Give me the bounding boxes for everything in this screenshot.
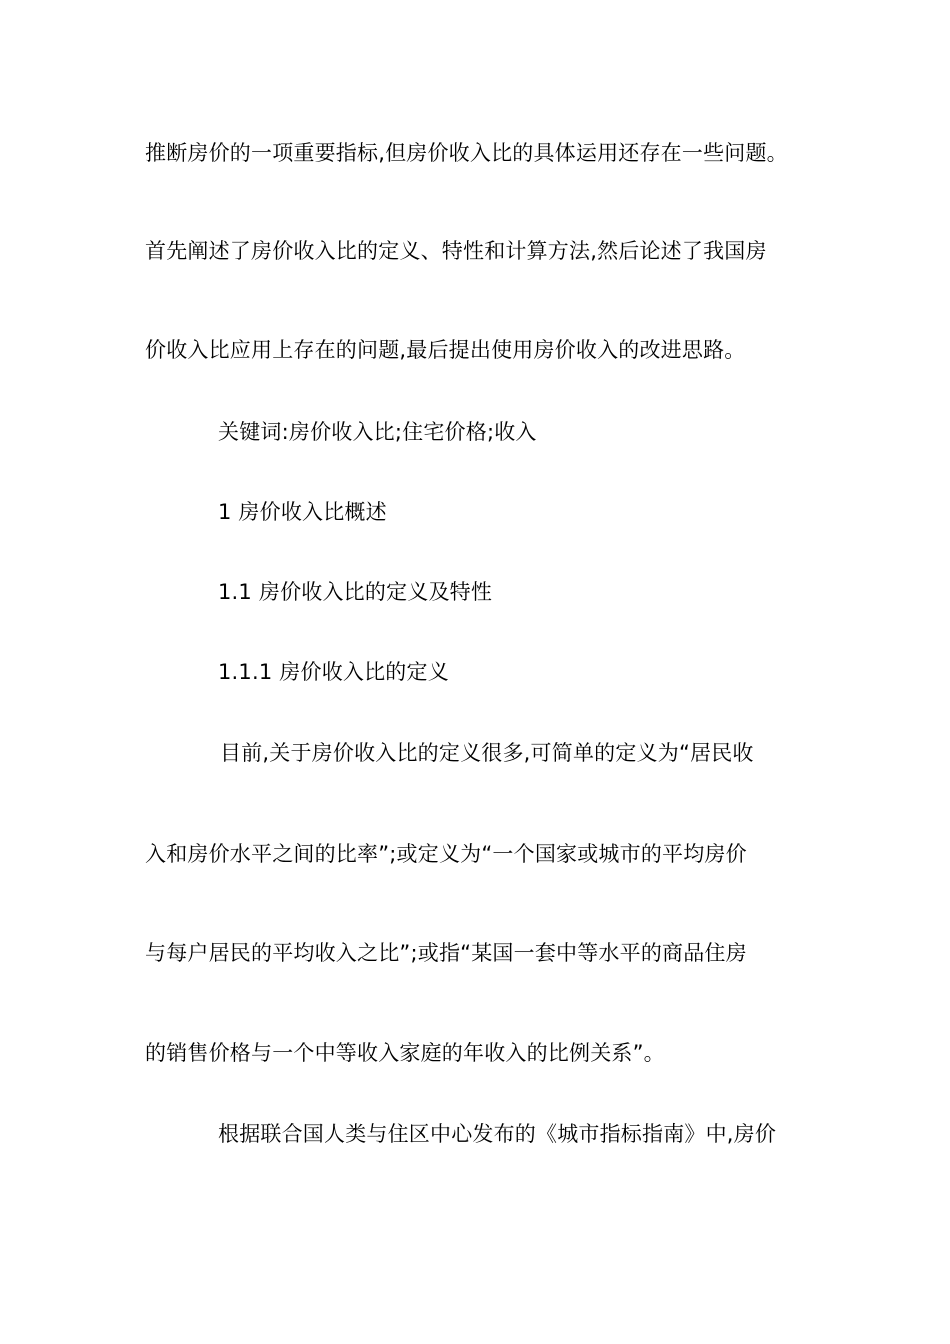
abstract-line-3: 价收入比应用上存在的问题,最后提出使用房价收入的改进思路。	[145, 338, 746, 362]
section-heading-1-1: 1.1 房价收入比的定义及特性	[218, 580, 493, 604]
body-paragraph-1-line-4: 的销售价格与一个中等收入家庭的年收入的比例关系”。	[145, 1041, 665, 1065]
abstract-line-2: 首先阐述了房价收入比的定义、特性和计算方法,然后论述了我国房	[145, 239, 767, 263]
section-heading-1-1-1: 1.1.1 房价收入比的定义	[218, 660, 449, 684]
abstract-line-1: 推断房价的一项重要指标,但房价收入比的具体运用还存在一些问题。	[145, 141, 788, 165]
section-heading-1: 1 房价收入比概述	[218, 500, 387, 524]
body-paragraph-1-line-2: 入和房价水平之间的比率”;或定义为“一个国家或城市的平均房价	[145, 842, 747, 866]
body-paragraph-1-line-1: 目前,关于房价收入比的定义很多,可简单的定义为“居民收	[220, 741, 754, 765]
body-paragraph-2-line-1: 根据联合国人类与住区中心发布的《城市指标指南》中,房价	[218, 1122, 777, 1146]
body-paragraph-1-line-3: 与每户居民的平均收入之比”;或指“某国一套中等水平的商品住房	[145, 941, 747, 965]
keywords-line: 关键词:房价收入比;住宅价格;收入	[218, 420, 537, 444]
